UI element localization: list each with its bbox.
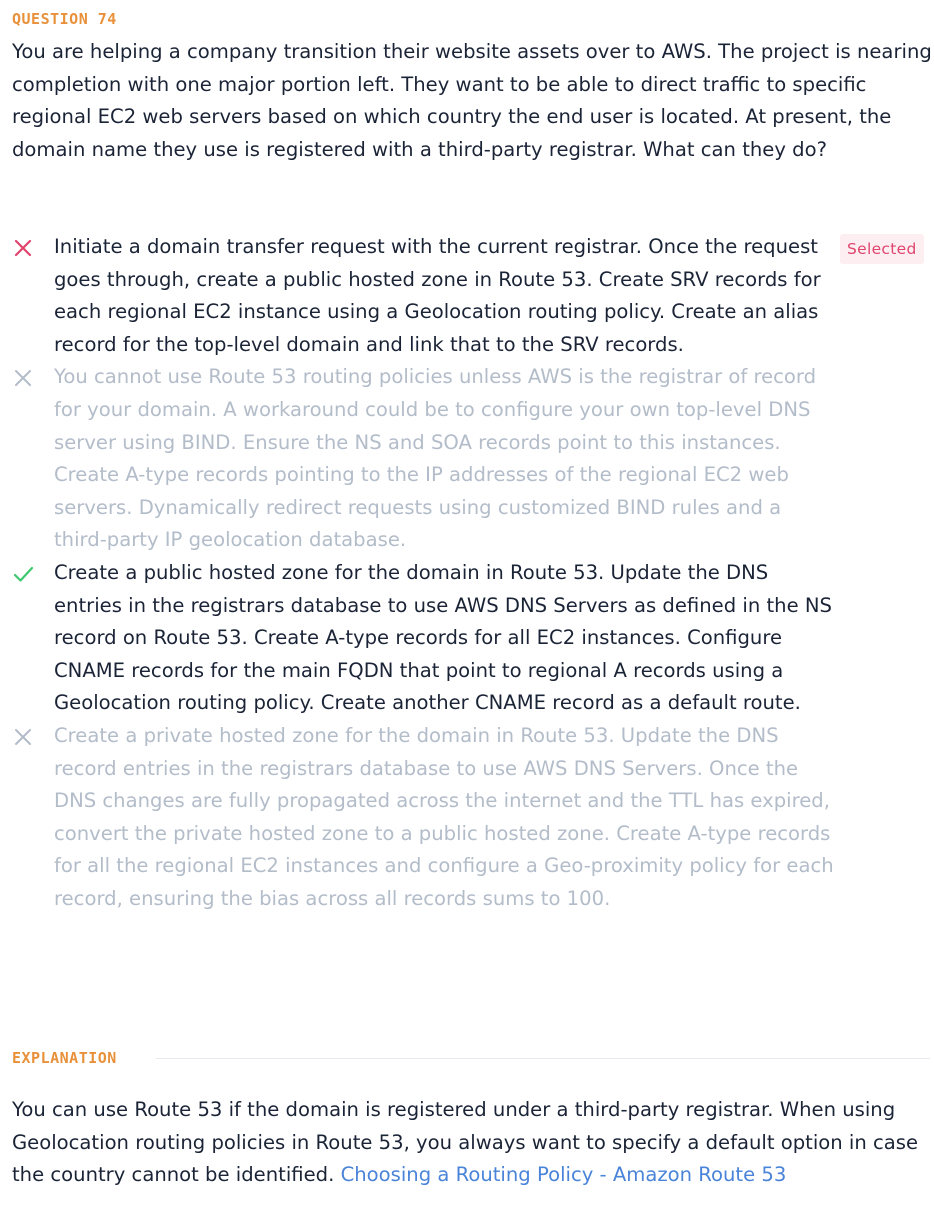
explanation-text	[12, 1094, 932, 1192]
answer-option-text: You cannot use Route 53 routing policies unless AWS is the registrar of record for your domain. A workaround could be to configure your own top-level DNS server using BIND. Ensure the NS and SOA records point to this instances. Create A-type records pointing to the IP addresses of the regional EC2 web servers. Dynamically redirect requests using customized BIND rules and a third-party IP geolocation database.	[54, 365, 817, 552]
explanation-label: EXPLANATION	[12, 1049, 135, 1067]
answer-option-text: Create a private hosted zone for the domain in Route 53. Update the DNS record entries in the registrars database to use AWS DNS Servers. Once the DNS changes are fully propagated across the internet and the TTL has expired, convert the private hosted zone to a public hosted zone. Create A-type records for all the regional EC2 instances and configure a Geo-proximity policy for each record, ensuring the bias across all records sums to 100.	[54, 723, 834, 910]
divider	[156, 1058, 930, 1059]
answer-option-3[interactable]	[12, 557, 834, 720]
explanation-header	[12, 1048, 930, 1068]
explanation-body: You can use Route 53 if the domain is registered under a third-party registrar. When using Geolocation routing policies in Route 53, you always want to specify a default option in case the country cannot be identified.	[12, 1098, 919, 1187]
answer-option-text: Create a public hosted zone for the domain in Route 53. Update the DNS entries in the registrars database to use AWS DNS Servers as defined in the NS record on Route 53. Create A-type records for all EC2 instances. Configure CNAME records for the main FQDN that point to regional A records using a Geolocation routing policy. Create another CNAME record as a default route.	[54, 560, 832, 715]
cross-icon	[12, 237, 34, 259]
answer-option-text: Initiate a domain transfer request with the current registrar. Once the request goes through, create a public hosted zone in Route 53. Create SRV records for each regional EC2 instance using a Geolocation routing policy. Create an alias record for the top-level domain and link that to the SRV records.	[54, 235, 821, 356]
question-label: QUESTION 74	[12, 10, 117, 28]
selected-badge: Selected	[840, 234, 924, 264]
routing-policy-link[interactable]: Choosing a Routing Policy - Amazon Route 53	[340, 1163, 787, 1187]
cross-icon	[12, 726, 34, 748]
answer-option-2[interactable]	[12, 361, 834, 557]
cross-icon	[12, 367, 34, 389]
answer-options	[12, 231, 934, 915]
answer-option-1[interactable]	[12, 231, 917, 361]
check-icon	[12, 563, 34, 585]
answer-option-4[interactable]	[12, 720, 834, 916]
question-text: You are helping a company transition their website assets over to AWS. The project is nearing completion with one major portion left. They want to be able to direct traffic to specific regional EC2 web servers based on which country the end user is located. At present, the domain name they use is registered with a third-party registrar. What can they do?	[12, 40, 932, 161]
